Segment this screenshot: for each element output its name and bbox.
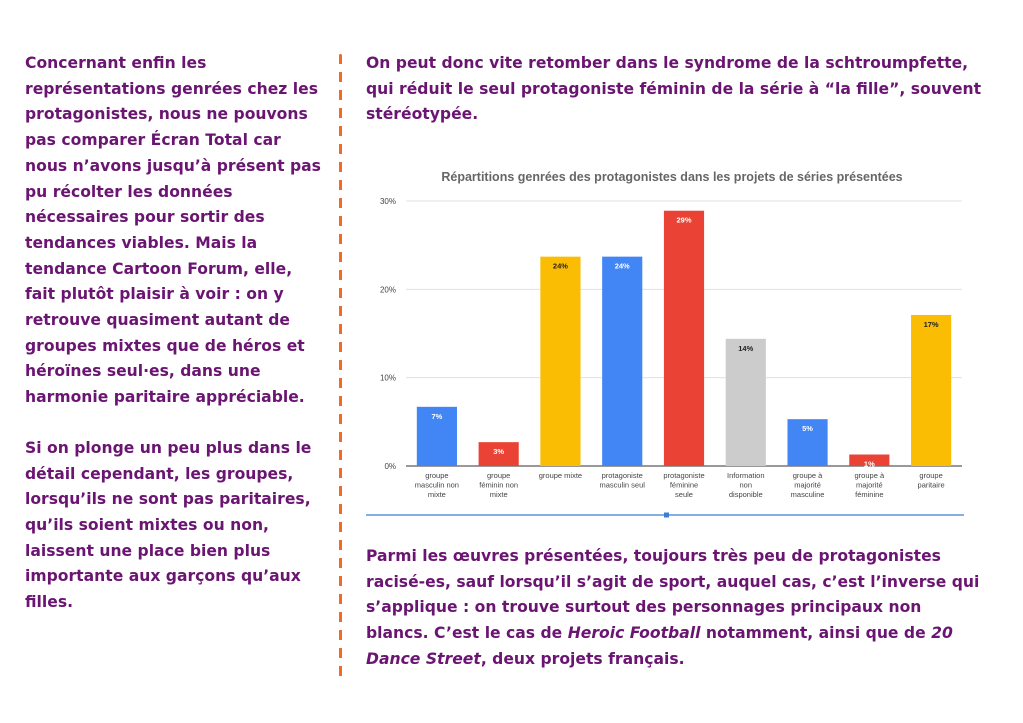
data-label: 1%	[863, 459, 875, 469]
x-tick-label: non	[739, 480, 753, 490]
outro-paragraph	[366, 544, 986, 673]
chart-bars	[417, 211, 951, 466]
chart-title: Répartitions genrées des protagonistes dans les projets de séries présentées	[441, 170, 903, 184]
bar	[664, 211, 704, 466]
chart-labels	[380, 197, 945, 499]
y-tick-label: 10%	[379, 373, 396, 383]
data-label: 5%	[802, 424, 813, 434]
intro-paragraph: On peut donc vite retomber dans le syndrome de la schtroumpfette, qui réduit le seul protagoniste féminin de la série à “la fille”, souvent stéréotypée.	[366, 54, 982, 124]
x-tick-label: seule	[675, 490, 693, 499]
title-20-dance-street: 20 Dance Street	[366, 624, 953, 668]
x-tick-label: paritaire	[917, 480, 945, 490]
x-tick-label: groupe	[425, 471, 449, 480]
x-tick-label: féminin non	[479, 480, 519, 490]
data-label: 24%	[614, 261, 630, 271]
x-tick-label: groupe	[486, 471, 511, 480]
chart-svg	[366, 160, 966, 526]
y-tick-label: 20%	[379, 285, 396, 295]
bar	[540, 257, 580, 466]
x-tick-label: disponible	[728, 490, 763, 499]
data-label: 29%	[676, 215, 692, 225]
x-tick-label: mixte	[489, 490, 508, 499]
x-tick-label: masculine	[790, 490, 825, 499]
x-tick-label: groupe mixte	[538, 471, 583, 480]
x-tick-label: Information	[727, 471, 765, 480]
outro-text-1: Parmi les œuvres présentées, toujours très peu de protagonistes racisé-es, sauf lorsqu’il s’agit de sport, auquel cas, c’est l’inverse qui s’applique : on trouve surtout des personnages principaux non blancs. C’est le cas de	[366, 547, 980, 643]
x-tick-label: féminine	[855, 490, 884, 499]
x-tick-label: groupe à	[854, 471, 885, 480]
left-paragraph-1: Concernant enfin les représentations genrées chez les protagonistes, nous ne pouvons pas comparer Écran Total car nous n’avons jusqu’à présent pas pu récolter les données nécessaires pour sortir des tendances viables. Mais la tendance Cartoon Forum, elle, fait plutôt plaisir à voir : on y retrouve quasiment autant de groupes mixtes que de héros et héroïnes seul·es, dans une harmonie paritaire appréciable.	[25, 54, 321, 407]
x-tick-label: masculin seul	[599, 480, 645, 490]
x-tick-label: protagoniste	[601, 471, 643, 480]
x-tick-label: groupe	[919, 471, 943, 480]
outro-text-3: , deux projets français.	[480, 649, 685, 668]
y-tick-label: 30%	[379, 197, 396, 206]
x-tick-label: protagoniste	[663, 471, 705, 480]
left-paragraph-2: Si on plonge un peu plus dans le détail cependant, les groupes, lorsqu’ils ne sont pas paritaires, qu’ils soient mixtes ou non, laissent une place bien plus importante aux garçons qu’aux filles.	[25, 438, 312, 612]
x-tick-label: mixte	[427, 490, 446, 499]
x-tick-label: majorité	[794, 480, 821, 490]
data-label: 3%	[493, 447, 505, 457]
outro-text-2: notamment, ainsi que de	[700, 624, 932, 643]
x-tick-label: majorité	[855, 480, 883, 490]
left-column	[25, 51, 325, 616]
chart-resize-handle[interactable]	[664, 513, 669, 518]
x-tick-label: masculin non	[414, 480, 459, 490]
data-label: 24%	[552, 261, 568, 271]
data-label: 17%	[923, 319, 939, 329]
bar	[726, 339, 766, 466]
data-label: 7%	[431, 411, 443, 421]
y-tick-label: 0%	[384, 462, 396, 471]
bar-chart	[366, 160, 966, 530]
x-tick-label: féminine	[669, 480, 699, 490]
x-tick-label: groupe à	[792, 471, 823, 480]
bar	[911, 315, 951, 466]
dashed-divider	[339, 54, 342, 678]
title-heroic-football: Heroic Football	[567, 624, 701, 643]
data-label: 14%	[738, 343, 754, 353]
bar	[602, 257, 642, 466]
